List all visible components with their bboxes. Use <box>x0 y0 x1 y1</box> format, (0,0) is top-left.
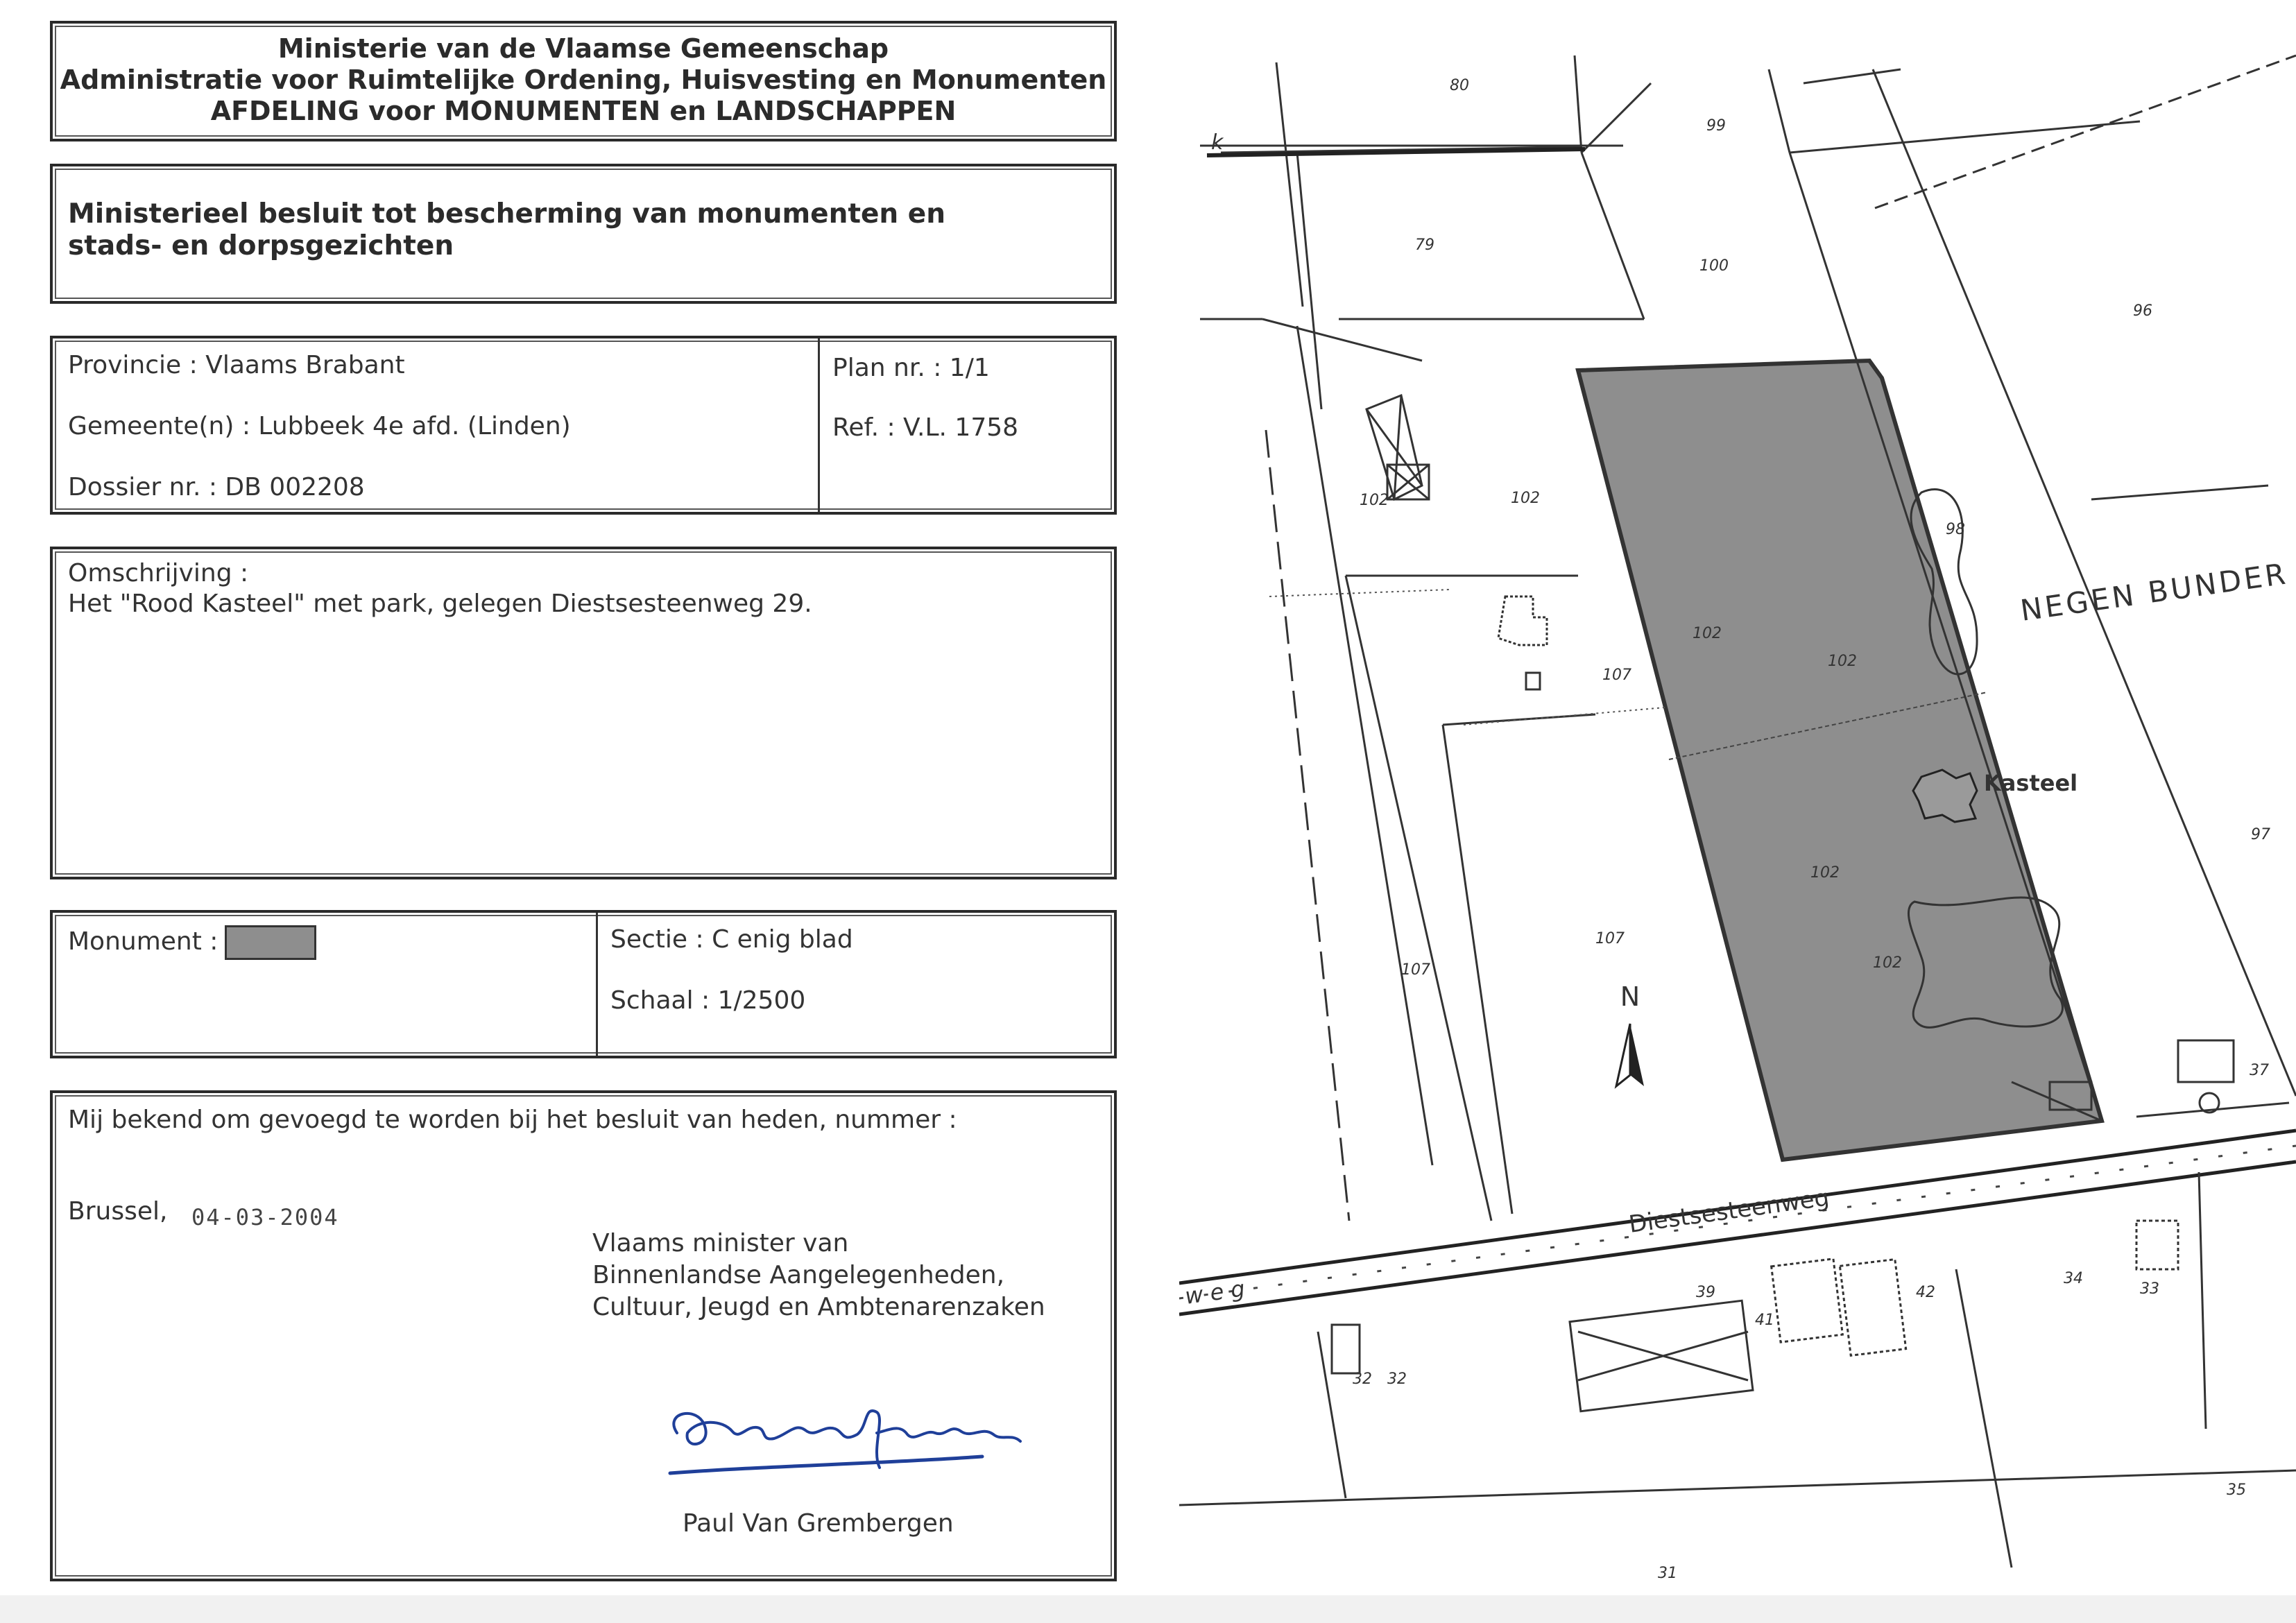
dashed-west-boundary <box>1266 430 1349 1221</box>
minister-title-2: Binnenlandse Aangelegenheden, <box>592 1261 1005 1289</box>
ministry-name: Ministerie van de Vlaamse Gemeenschap <box>277 33 889 64</box>
minister-signature <box>656 1384 1045 1495</box>
provincie-field: Provincie : Vlaams Brabant <box>68 351 405 379</box>
parcel-number: 42 <box>1916 1284 1935 1301</box>
castle-label: Kasteel <box>1984 770 2078 796</box>
parcel-number: 107 <box>1602 667 1631 684</box>
parcel-number: 39 <box>1696 1284 1715 1301</box>
ministry-header <box>50 21 1117 141</box>
dashed-boundary <box>1875 55 2296 208</box>
road-fragment: w e g <box>1183 1275 1246 1309</box>
monument-parcel <box>1578 361 2102 1160</box>
signer-name: Paul Van Grembergen <box>683 1509 954 1538</box>
monument-legend <box>68 925 316 960</box>
parcel-number: 102 <box>1810 864 1840 882</box>
parcel-number: 96 <box>2133 302 2152 320</box>
dotted-line <box>1269 590 1450 596</box>
info-divider <box>818 338 820 512</box>
decision-box <box>50 164 1117 304</box>
schaal-field: Schaal : 1/2500 <box>610 986 806 1015</box>
legend-divider <box>596 913 598 1056</box>
department-name: AFDELING voor MONUMENTEN en LANDSCHAPPEN <box>210 96 957 126</box>
dossier-field: Dossier nr. : DB 002208 <box>68 473 365 501</box>
sectie-field: Sectie : C enig blad <box>610 925 853 954</box>
parcel-number: 31 <box>1658 1565 1677 1582</box>
parcel-number: 35 <box>2227 1482 2246 1499</box>
parcel-number: 37 <box>2250 1062 2269 1079</box>
decision-date: 04-03-2004 <box>191 1204 339 1230</box>
place-label: Brussel, <box>68 1197 168 1226</box>
parcel-number: 98 <box>1946 521 1965 538</box>
parcel-number: 99 <box>1706 117 1726 135</box>
info-box <box>50 336 1117 515</box>
area-name: NEGEN BUNDER <box>2018 556 2290 628</box>
parcel-number: 33 <box>2140 1280 2159 1298</box>
description-text: Het "Rood Kasteel" met park, gelegen Diestsesteenweg 29. <box>68 590 812 618</box>
parcel-number: 107 <box>1401 961 1430 979</box>
paper-edge <box>0 1595 2296 1623</box>
parcel-number: 107 <box>1595 930 1625 947</box>
parcel-number: 100 <box>1699 257 1729 275</box>
minister-title-1: Vlaams minister van <box>592 1229 849 1257</box>
decision-title: Ministerieel besluit tot bescherming van monumenten en stads- en dorpsgezichten <box>68 198 945 261</box>
signature-intro: Mij bekend om gevoegd te worden bij het besluit van heden, nummer : <box>68 1106 957 1134</box>
castle-building <box>1913 770 1977 822</box>
ref-field: Ref. : V.L. 1758 <box>832 413 1019 442</box>
parcel-number: 79 <box>1415 237 1434 254</box>
description-label: Omschrijving : <box>68 559 249 587</box>
parcel-number: 102 <box>1360 492 1389 509</box>
parcel-number: 32 <box>1387 1371 1407 1388</box>
north-arrow <box>1616 981 1644 1086</box>
parcel-number: 102 <box>1693 625 1722 642</box>
minister-title-3: Cultuur, Jeugd en Ambtenarenzaken <box>592 1293 1045 1321</box>
plan-field: Plan nr. : 1/1 <box>832 354 990 382</box>
parcel-number: 102 <box>1873 954 1902 972</box>
parcel-number: 102 <box>1511 490 1540 507</box>
road-label: Diestsesteenweg <box>1627 1183 1831 1239</box>
description-box <box>50 547 1117 879</box>
cadastral-map <box>1179 42 2296 1595</box>
parcel-number: 32 <box>1353 1371 1372 1388</box>
north-label: N <box>1620 981 1640 1012</box>
administration-name: Administratie voor Ruimtelijke Ordening, Huisvesting en Monumenten <box>60 65 1107 95</box>
parcel-number: 80 <box>1450 77 1469 94</box>
parcel-number: 41 <box>1755 1312 1774 1329</box>
gemeente-field: Gemeente(n) : Lubbeek 4e afd. (Linden) <box>68 412 571 440</box>
south-buildings <box>1179 1172 2296 1568</box>
legend-box <box>50 910 1117 1058</box>
monument-label: Monument : <box>68 927 219 956</box>
signature-box <box>50 1090 1117 1581</box>
line-letter-k: k <box>1211 130 1224 155</box>
parcel-number: 97 <box>2251 826 2270 843</box>
parcel-number: 102 <box>1828 653 1857 670</box>
monument-swatch <box>225 925 316 960</box>
parcel-number: 34 <box>2064 1270 2083 1287</box>
